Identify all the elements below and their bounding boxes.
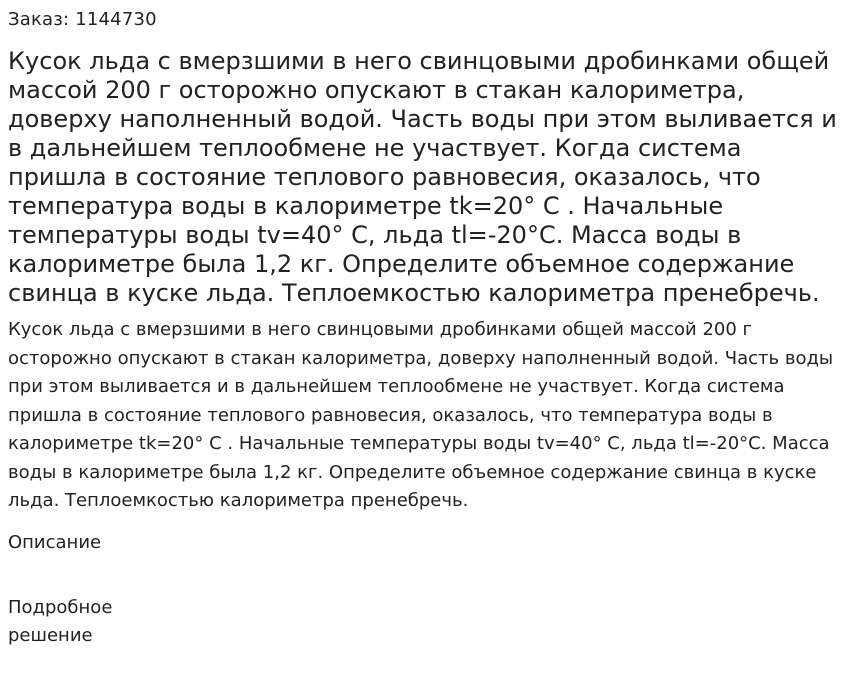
problem-body: Кусок льда с вмерзшими в него свинцовыми дробинками общей массой 200 г осторожно опускают в стакан калориметра, доверху наполненный водой. Часть воды при этом выливается и в дальнейшем теплообмене не участвует. Когда система пришла в состояние теплового равновесия, оказалось, что температура воды в калориметре tk=20° C . Начальные температуры воды tv=40° С, льда tl=-20°C. Масса воды в калориметре была 1,2 кг. Определите объемное содержание свинца в куске льда. Теплоемкостью калориметра пренебречь. (8, 319, 834, 511)
order-number: Заказ: 1144730 (8, 9, 157, 30)
detailed-solution-line-2: решение (8, 625, 93, 646)
problem-title: Кусок льда с вмерзшими в него свинцовыми дробинками общей массой 200 г осторожно опускают в стакан калориметра, доверху наполненный водой. Часть воды при этом выливается и в дальнейшем теплообмене не участвует. Когда система пришла в состояние теплового равновесия, оказалось, что температура воды в калориметре tk=20° C . Начальные температуры воды tv=40° С, льда tl=-20°C. Масса воды в калориметре была 1,2 кг. Определите объемное содержание свинца в куске льда. Теплоемкостью калориметра пренебречь. (8, 47, 837, 307)
description-label: Описание (8, 532, 102, 553)
detailed-solution-label (8, 594, 148, 650)
detailed-solution-line-1: Подробное (8, 597, 113, 618)
